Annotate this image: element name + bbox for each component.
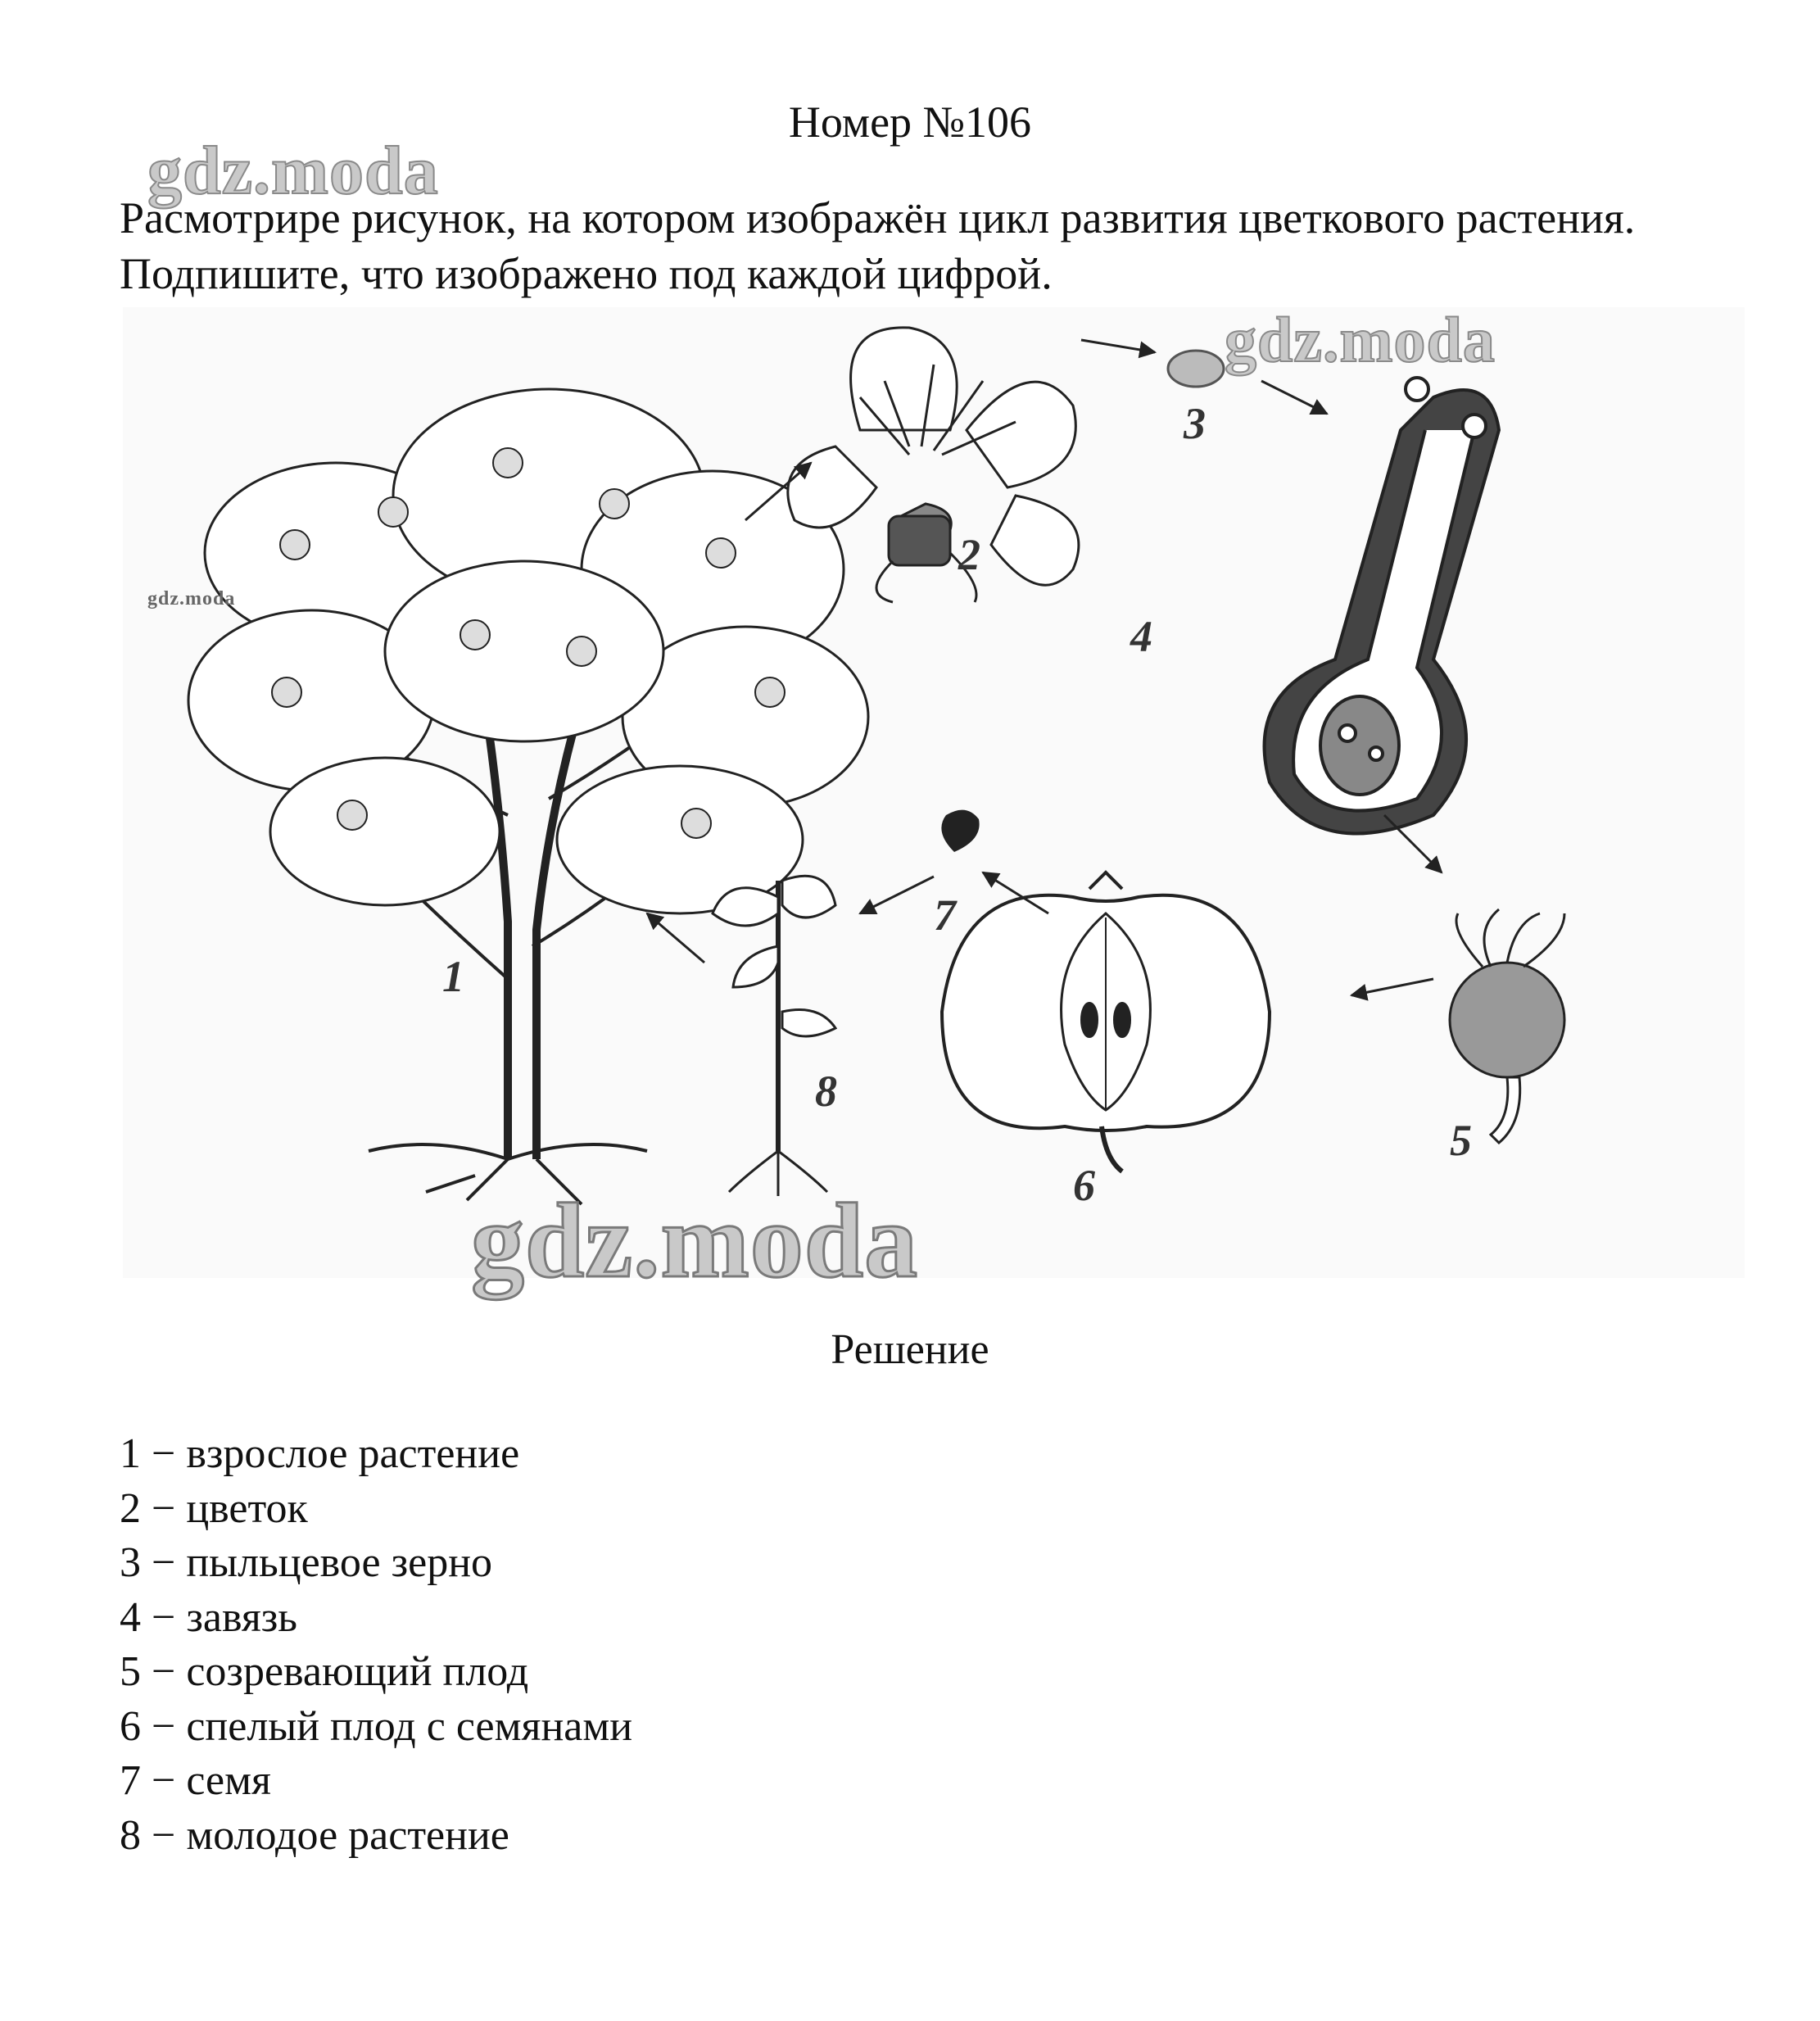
figure-number-1: 1 (442, 952, 464, 1001)
figure-number-7: 7 (934, 890, 956, 940)
life-cycle-drawing (123, 307, 1745, 1278)
watermark: gdz.moda (147, 133, 439, 209)
watermark: gdz.moda (1225, 304, 1496, 375)
figure-number-4: 4 (1130, 612, 1152, 661)
answer-item: 3 − пыльцевое зерно (120, 1539, 493, 1586)
pollen-grain-drawing (1168, 351, 1224, 387)
figure-number-5: 5 (1450, 1116, 1472, 1165)
answer-item: 4 − завязь (120, 1593, 297, 1641)
answer-list (120, 1427, 632, 1863)
figure-number-3: 3 (1184, 399, 1206, 448)
figure-number-6: 6 (1073, 1161, 1095, 1210)
answer-item: 7 − семя (120, 1757, 271, 1804)
solution-title: Решение (831, 1326, 989, 1373)
answer-item: 2 − цветок (120, 1484, 308, 1532)
figure-number-8: 8 (815, 1067, 837, 1116)
answer-item: 5 − созревающий плод (120, 1648, 529, 1695)
answer-item: 8 − молодое растение (120, 1811, 509, 1859)
answer-item: 1 − взрослое растение (120, 1430, 520, 1477)
plant-life-cycle-figure (123, 307, 1745, 1278)
watermark: gdz.moda (471, 1182, 919, 1300)
page-title: Номер №106 (788, 97, 1032, 147)
task-text: Расмотрире рисунок, на котором изображён цикл развития цветкового растения. Подпишите, что изображено под каждой цифрой. (120, 193, 1636, 298)
watermark: gdz.moda (147, 588, 236, 609)
answer-item: 6 − спелый плод с семянами (120, 1702, 633, 1750)
figure-number-2: 2 (958, 530, 980, 579)
